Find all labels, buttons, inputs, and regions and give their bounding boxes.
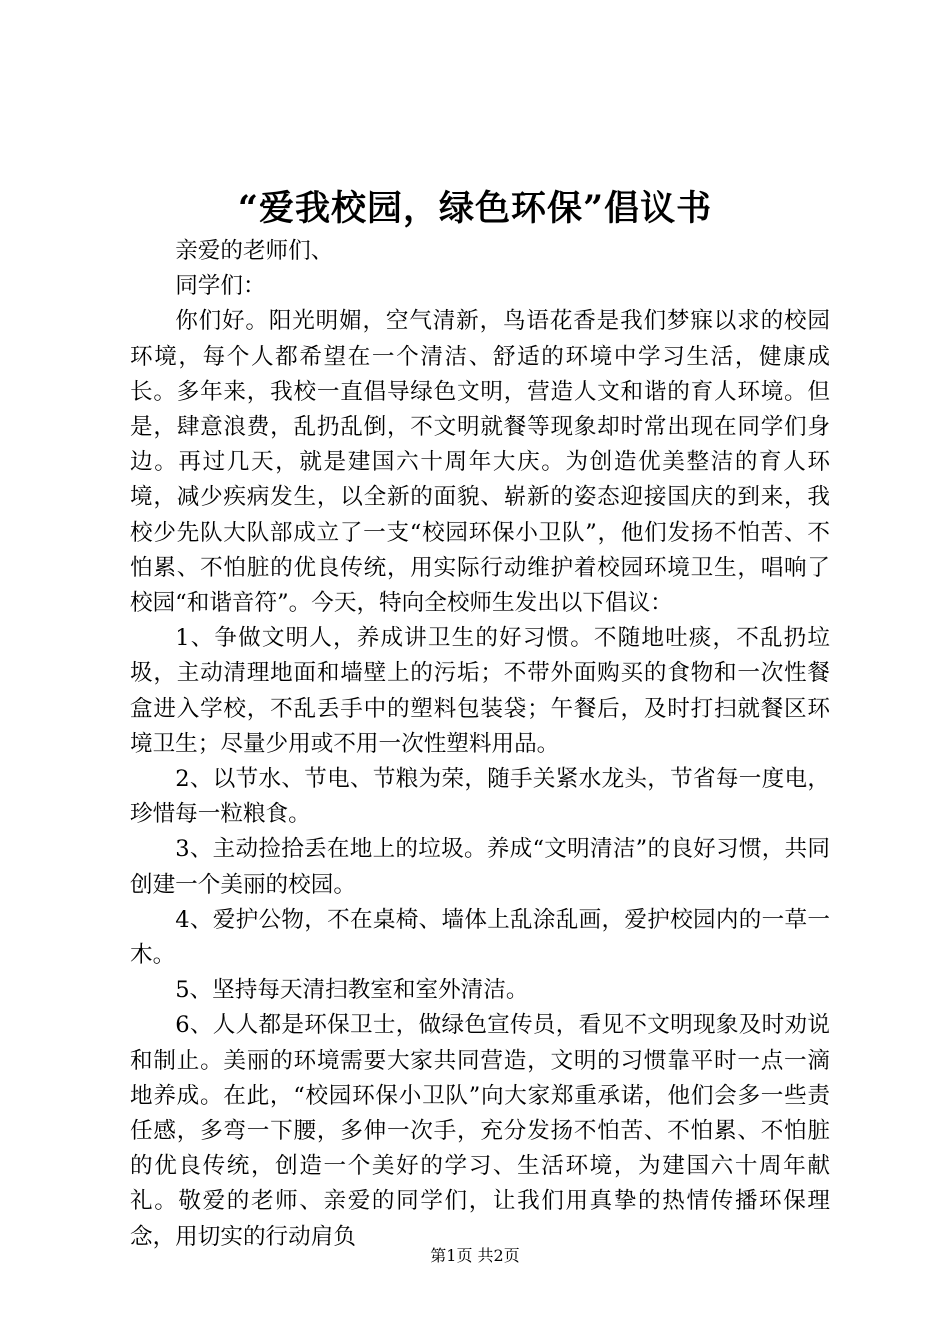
proposal-item-4: 4、爱护公物，不在桌椅、墙体上乱涂乱画，爱护校园内的一草一木。 — [130, 906, 830, 969]
salutation-line: 亲爱的老师们、 — [175, 238, 334, 264]
page-footer: 第1页 共2页 — [430, 1246, 520, 1265]
document-title: “爱我校园，绿色环保”倡议书 — [237, 188, 713, 229]
proposal-item-2: 2、以节水、节电、节粮为荣，随手关紧水龙头，节省每一度电，珍惜每一粒粮食。 — [130, 766, 830, 828]
body-paragraph: 你们好。阳光明媚，空气清新，鸟语花香是我们梦寐以求的校园环境，每个人都希望在一个清洁、舒适的环境中学习生活，健康成长。多年来，我校一直倡导绿色文明，营造人文和谐的育人环境。但是，肆意浪费，乱扔乱倒，不文明就餐等现象却时常出现在同学们身边。再过几天，就是建国六十周年大庆。为创造优美整洁的育人环境，减少疾病发生，以全新的面貌、崭新的姿态迎接国庆的到来，我校少先队大队部成立了一支“校园环保小卫队”，他们发扬不怕苦、不怕累、不怕脏的优良传统，用实际行动维护着校园环境卫生，唱响了校园“和谐音符”。今天，特向全校师生发出以下倡议： — [130, 308, 830, 617]
proposal-item-5: 5、坚持每天清扫教室和室外清洁。 — [175, 977, 529, 1004]
salutation-line: 同学们： — [175, 273, 266, 300]
proposal-item-1: 1、争做文明人，养成讲卫生的好习惯。不随地吐痰，不乱扔垃圾，主动清理地面和墙壁上的污垢；不带外面购买的食物和一次性餐盒进入学校，不乱丢手中的塑料包装袋；午餐后，及时打扫就餐区环境卫生；尽量少用或不用一次性塑料用品。 — [130, 625, 830, 757]
proposal-item-6: 6、人人都是环保卫士，做绿色宣传员，看见不文明现象及时劝说和制止。美丽的环境需要大家共同营造，文明的习惯靠平时一点一滴地养成。在此，“校园环保小卫队”向大家郑重承诺，他们会多一些责任感，多弯一下腰，多伸一次手，充分发扬不怕苦、不怕累、不怕脏的优良传统，创造一个美好的学习、生活环境，为建国六十周年献礼。敬爱的老师、亲爱的同学们，让我们用真挚的热情传播环保理念，用切实的行动肩负 — [130, 1012, 830, 1250]
proposal-item-3: 3、主动捡拾丢在地上的垃圾。养成“文明清洁”的良好习惯，共同创建一个美丽的校园。 — [130, 836, 830, 898]
document-body — [130, 234, 830, 1255]
